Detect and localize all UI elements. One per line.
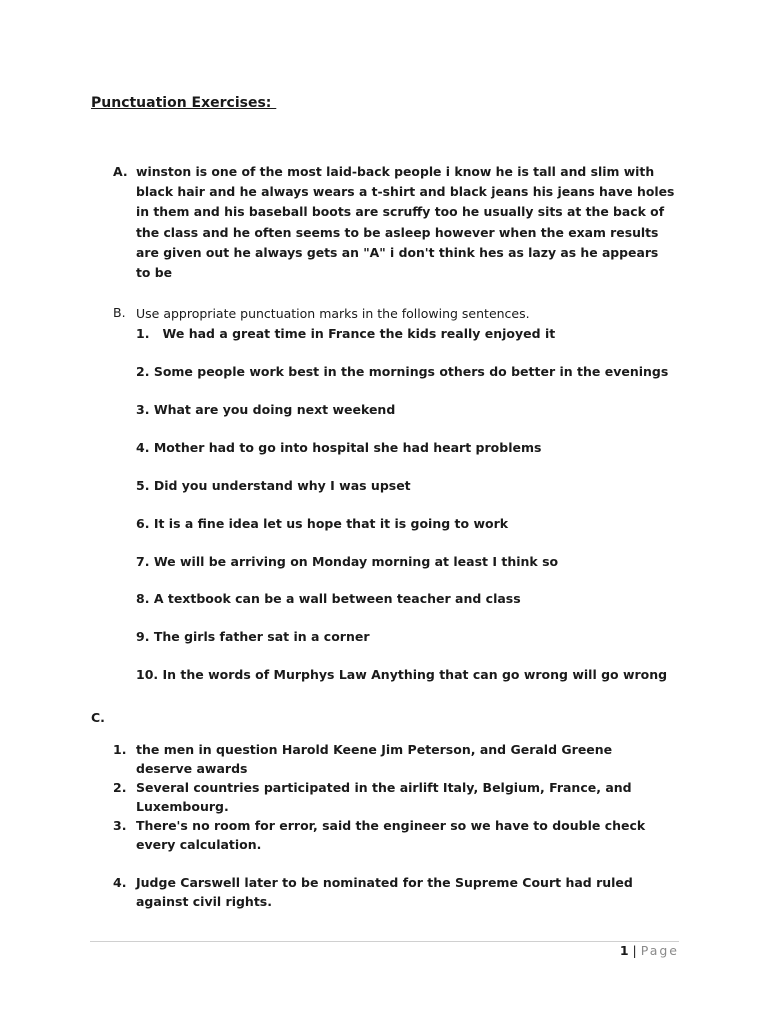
item-text: It is a fine idea let us hope that it is going to work	[153, 516, 509, 531]
item-text: What are you doing next weekend	[153, 402, 396, 417]
item-text: A textbook can be a wall between teacher and class	[153, 591, 521, 606]
item-text: the men in question Harold Keene Jim Peterson, and Gerald Greene deserve awards	[136, 742, 613, 776]
section-b-item	[136, 439, 541, 457]
footer-separator: |	[632, 943, 637, 958]
item-number: 4.	[136, 440, 150, 455]
item-number: 10.	[136, 667, 159, 682]
item-number: 6.	[136, 516, 150, 531]
item-text: Mother had to go into hospital she had heart problems	[153, 440, 542, 455]
item-number: 2.	[136, 364, 150, 379]
item-text: Some people work best in the mornings others do better in the evenings	[153, 364, 669, 379]
section-b-item	[136, 553, 558, 571]
section-b-item	[136, 628, 370, 646]
section-b-instructions: Use appropriate punctuation marks in the following sentences.	[136, 306, 530, 321]
section-b-item	[136, 515, 508, 533]
section-b-label: B.	[113, 305, 126, 320]
item-text: Several countries participated in the airlift Italy, Belgium, France, and Luxembourg.	[136, 780, 632, 814]
item-number: 3.	[113, 818, 127, 833]
item-number: 3.	[136, 402, 150, 417]
section-b-item	[136, 477, 411, 495]
item-number: 1.	[113, 742, 127, 757]
section-a-paragraph: winston is one of the most laid-back people i know he is tall and slim with black hair and he always wears a t-shirt and black jeans his jeans have holes in them and his baseball boots are scruffy too he usually sits at the back of the class and he often seems to be asleep however when the exam results are given out he always gets an "A" i don't think hes as lazy as he appears to be	[136, 164, 675, 281]
section-b-item	[136, 325, 555, 343]
item-text: The girls father sat in a corner	[153, 629, 370, 644]
item-number: 2.	[113, 780, 127, 795]
item-text: We will be arriving on Monday morning at least I think so	[153, 554, 559, 569]
item-number: 7.	[136, 554, 150, 569]
page-title: Punctuation Exercises:	[91, 95, 277, 111]
item-text: In the words of Murphys Law Anything that can go wrong will go wrong	[162, 667, 668, 682]
section-b-item	[136, 401, 395, 419]
item-number: 4.	[113, 875, 127, 890]
page-footer	[620, 943, 679, 958]
page-label: Page	[640, 943, 679, 958]
section-c-label: C.	[91, 710, 105, 725]
item-text: There's no room for error, said the engineer so we have to double check every calculation.	[136, 818, 646, 852]
section-b-item	[136, 363, 668, 381]
item-number: 5.	[136, 478, 150, 493]
page-number: 1	[619, 943, 629, 958]
item-text: Did you understand why I was upset	[153, 478, 411, 493]
section-b-item	[136, 590, 521, 608]
item-number: 1.	[136, 326, 150, 341]
section-b-item	[136, 666, 667, 684]
item-number: 8.	[136, 591, 150, 606]
item-text: We had a great time in France the kids really enjoyed it	[162, 326, 556, 341]
section-a-label: A.	[113, 164, 128, 179]
footer-divider	[90, 941, 679, 942]
item-text: Judge Carswell later to be nominated for the Supreme Court had ruled against civil rights.	[136, 875, 633, 909]
item-number: 9.	[136, 629, 150, 644]
